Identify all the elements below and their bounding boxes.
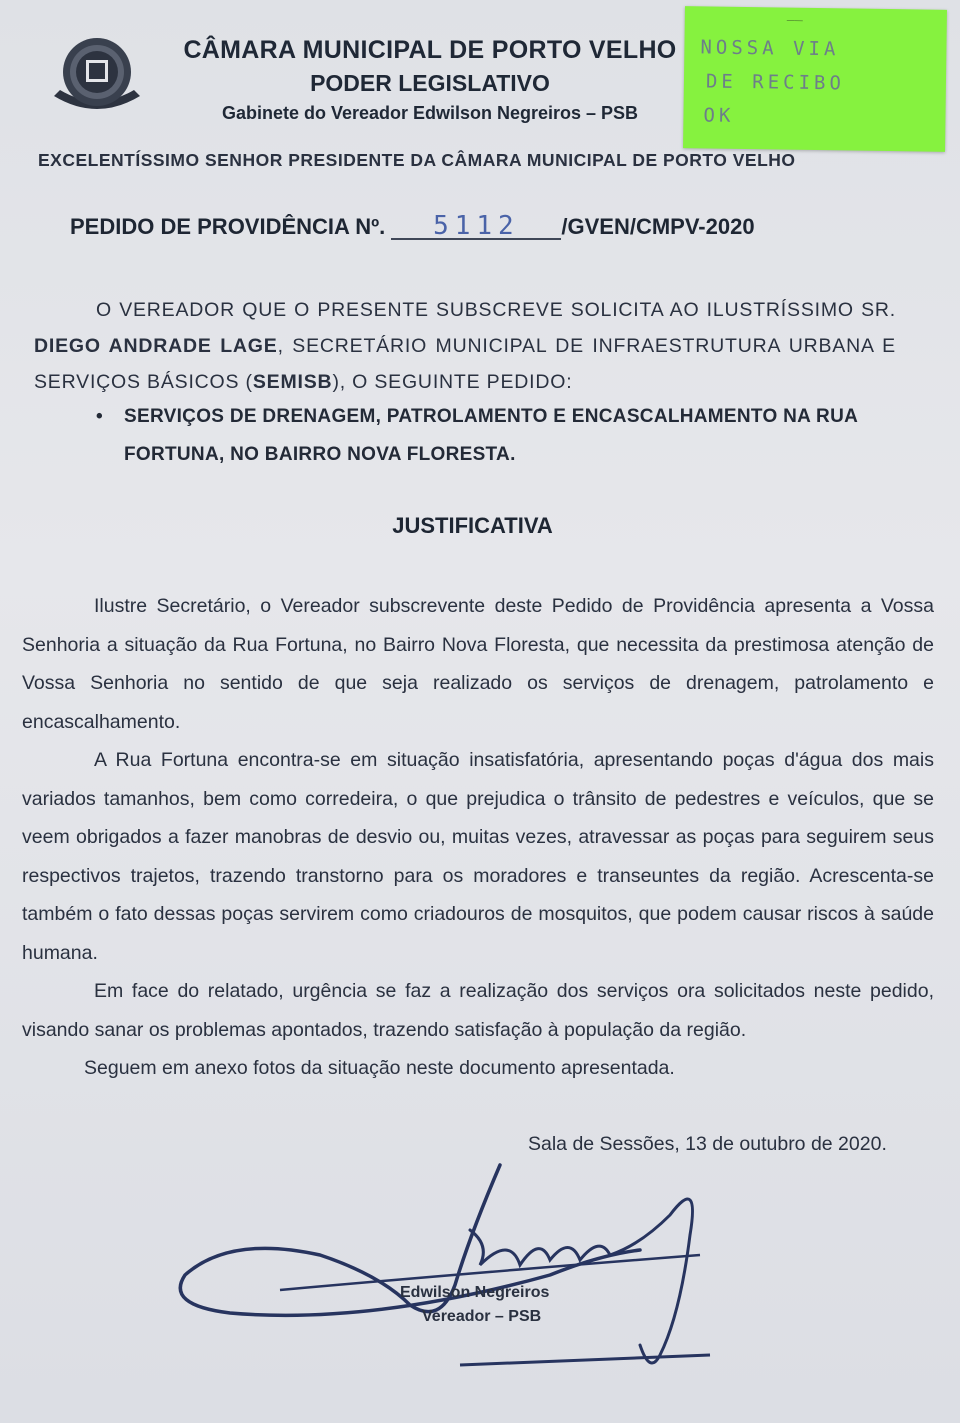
addressee-line: EXCELENTÍSSIMO SENHOR PRESIDENTE DA CÂMARA MUNICIPAL DE PORTO VELHO [38, 150, 796, 170]
secretary-name: DIEGO ANDRADE LAGE [34, 335, 278, 357]
paragraph-2: A Rua Fortuna encontra-se em situação insatisfatória, apresentando poças d'água dos mais variados tamanhos, bem como corredeira, o que prejudica o trânsito de pedestres e veículos, que se veem obrigados a fazer manobras de desvio ou, muitas vezes, atravessar as poças para seguirem seus respectivos trajetos, trazendo transtorno para os moradores e transeuntes da região. Acrescenta-se também o fato dessas poças servirem como criadouros de mosquitos, que podem causar riscos à saúde humana. [22, 749, 934, 964]
sticky-note-line1: NOSSA VIA [700, 36, 840, 61]
request-title [70, 211, 755, 241]
header-org: CÂMARA MUNICIPAL DE PORTO VELHO [183, 36, 677, 64]
intro-paragraph [34, 292, 896, 400]
sticky-note-line3: OK [703, 104, 735, 127]
sticky-note-mark: —— [786, 15, 803, 25]
signatory-name: Edwilson Negreiros [400, 1284, 550, 1301]
agency-acronym: SEMISB [252, 371, 333, 393]
sticky-note [683, 6, 947, 152]
intro-text-3: ), O SEGUINTE PEDIDO: [332, 371, 573, 393]
intro-text-1: O VEREADOR QUE O PRESENTE SUBSCREVE SOLICITA AO ILUSTRÍSSIMO SR. [96, 299, 896, 321]
bullet-icon: • [96, 406, 103, 427]
justification-title: JUSTIFICATIVA [392, 513, 553, 538]
paragraph-4: Seguem em anexo fotos da situação neste documento apresentada. [84, 1057, 675, 1079]
request-number: 5112 [391, 214, 561, 240]
header-branch: PODER LEGISLATIVO [310, 70, 550, 96]
intro-text-2: , SECRETÁRIO MUNICIPAL DE INFRAESTRUTURA URBANA E SERVIÇOS BÁSICOS ( [34, 335, 896, 393]
request-item [96, 398, 906, 474]
request-suffix: /GVEN/CMPV-2020 [561, 214, 755, 239]
place-date: Sala de Sessões, 13 de outubro de 2020. [528, 1133, 887, 1155]
request-prefix: PEDIDO DE PROVIDÊNCIA Nº. [70, 214, 386, 239]
paragraph-1: Ilustre Secretário, o Vereador subscrevente deste Pedido de Providência apresenta a Vossa Senhoria a situação da Rua Fortuna, no Bairro Nova Floresta, que necessita da prestimosa atenção de Vossa Senhoria no sentido de que seja realizado os serviços de drenagem, patrolamento e encascalhamento. [22, 595, 934, 733]
justification-body [22, 587, 934, 1088]
paragraph-3: Em face do relatado, urgência se faz a realização dos serviços ora solicitados neste pedido, visando sanar os problemas apontados, trazendo satisfação à população da região. [22, 980, 934, 1041]
header-office: Gabinete do Vereador Edwilson Negreiros – PSB [221, 103, 639, 123]
sticky-note-line2: DE RECIBO [705, 70, 846, 95]
request-item-text: SERVIÇOS DE DRENAGEM, PATROLAMENTO E ENCASCALHAMENTO NA RUA FORTUNA, NO BAIRRO NOVA FLORESTA. [124, 406, 858, 465]
signatory-role: Vereador – PSB [422, 1308, 542, 1325]
handwritten-signature [170, 1155, 730, 1385]
chamber-emblem-icon [44, 30, 150, 120]
